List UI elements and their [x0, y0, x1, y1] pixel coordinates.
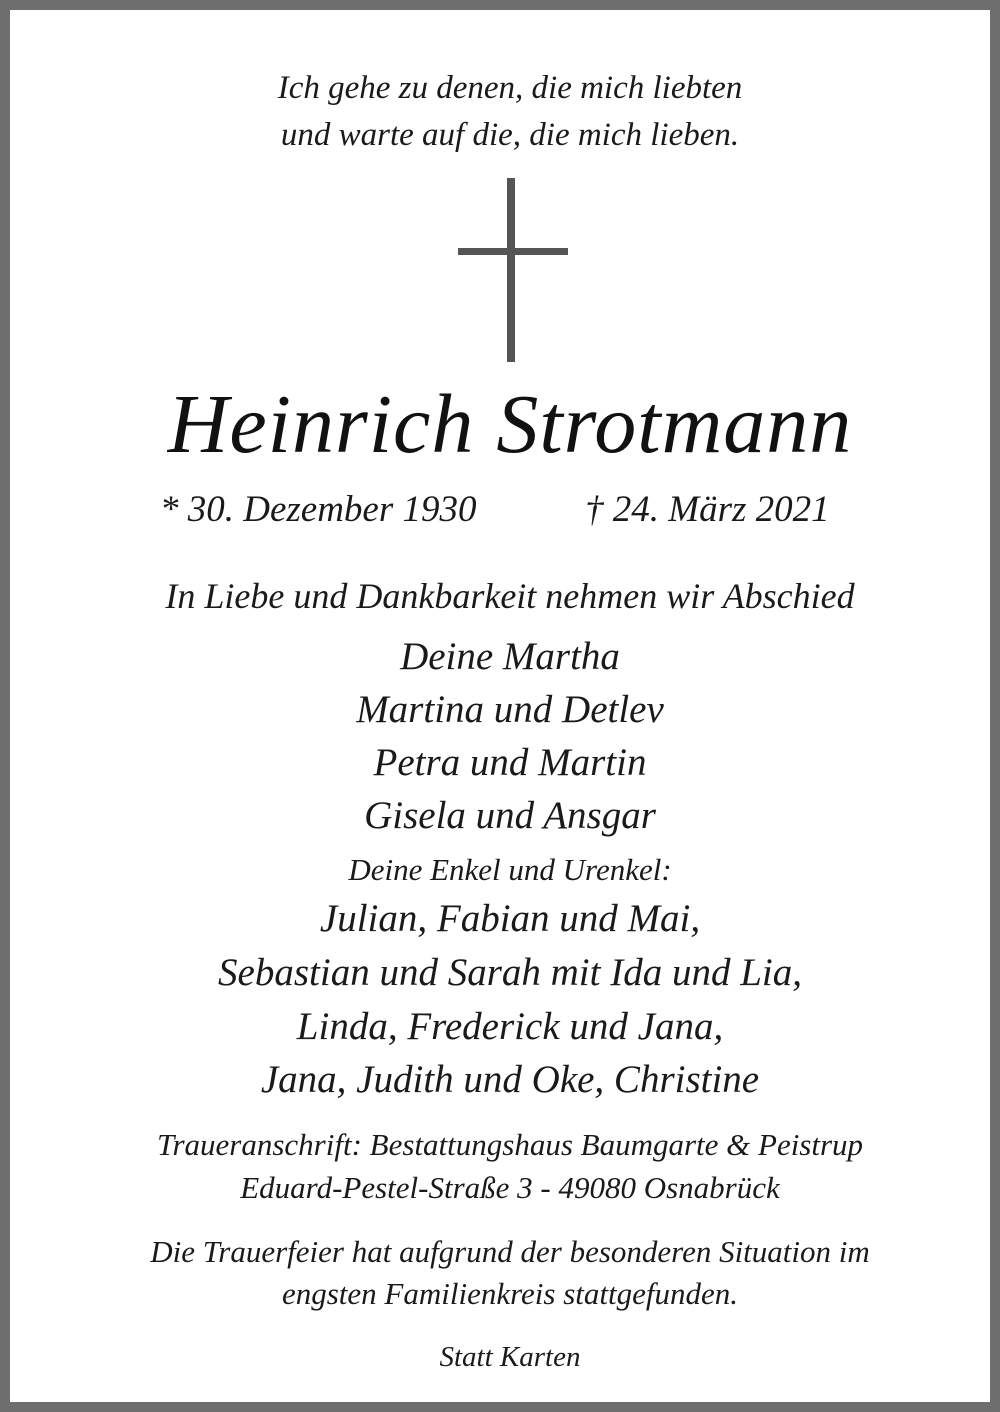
family-line-3: Petra und Martin	[373, 741, 647, 784]
verse-line-2: und warte auf die, die mich lieben.	[280, 117, 740, 153]
life-dates	[10, 488, 1000, 534]
grandchildren-line-2: Sebastian und Sarah mit Ida und Lia,	[218, 951, 802, 994]
mourning-address-line-1: Traueranschrift: Bestattungshaus Baumgarte & Peistrup	[156, 1127, 864, 1162]
mourning-address-line-2: Eduard-Pestel-Straße 3 - 49080 Osnabrück	[240, 1170, 780, 1205]
grandchildren-heading: Deine Enkel und Urenkel:	[348, 852, 672, 887]
family-line-2: Martina und Detlev	[356, 688, 664, 731]
cross-icon	[458, 178, 568, 362]
death-date: † 24. März 2021	[585, 489, 830, 530]
cross-vertical-bar	[507, 178, 515, 362]
cross-horizontal-bar	[458, 248, 568, 255]
grandchildren-line-1: Julian, Fabian und Mai,	[319, 897, 701, 940]
verse-line-1: Ich gehe zu denen, die mich liebten	[277, 70, 743, 106]
grandchildren-line-3: Linda, Frederick und Jana,	[296, 1005, 724, 1048]
birth-date: * 30. Dezember 1930	[160, 489, 477, 530]
ceremony-note-line-1: Die Trauerfeier hat aufgrund der besonderen Situation im	[150, 1234, 870, 1269]
farewell-intro: In Liebe und Dankbarkeit nehmen wir Abschied	[165, 576, 855, 616]
deceased-name: Heinrich Strotmann	[167, 378, 853, 471]
family-line-1: Deine Martha	[400, 635, 620, 678]
family-line-4: Gisela und Ansgar	[364, 794, 656, 837]
ceremony-note-line-2: engsten Familienkreis stattgefunden.	[281, 1276, 738, 1311]
grandchildren-line-4: Jana, Judith und Oke, Christine	[260, 1058, 760, 1101]
closing-text: Statt Karten	[439, 1341, 581, 1373]
